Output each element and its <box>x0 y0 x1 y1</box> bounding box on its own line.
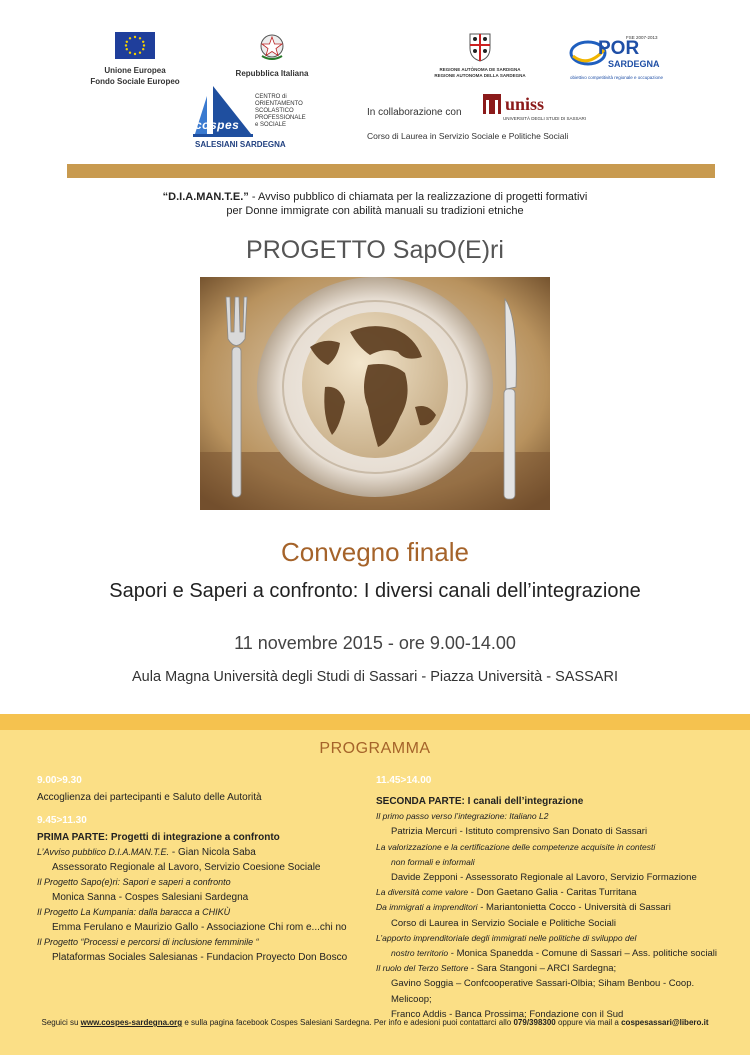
section-heading: SECONDA PARTE: I canali dell’integrazione <box>376 796 584 807</box>
italy-logo <box>222 32 322 79</box>
program-speaker: Gavino Soggia – Confcooperative Sassari-Olbia; Siham Benbou - Coop. Melicoop; <box>391 978 695 1005</box>
program-speaker: Franco Addis - Banca Prossima; Fondazione con il Sud <box>391 1008 624 1020</box>
plate-globe-photo <box>200 277 550 510</box>
cospes-line: PROFESSIONALE <box>255 115 306 121</box>
eu-flag-icon <box>115 32 155 59</box>
program-speaker: - Sara Stangoni – ARCI Sardegna; <box>468 963 617 975</box>
sardegna-label-1: REGIONE AUTÒNOMA DE SARDIGNA <box>439 67 521 72</box>
intro-line1: - Avviso pubblico di chiamata per la realizzazione di progetti formativi <box>248 191 588 203</box>
program-speaker: Assessorato Regionale al Lavoro, Servizio Coesione Sociale <box>52 862 321 873</box>
fse-label: Fondo Sociale Europeo <box>90 77 180 86</box>
por-small: FSE 2007-2013 <box>626 35 658 40</box>
program-speaker: Patrizia Mercuri - Istituto comprensivo San Donato di Sassari <box>391 826 648 838</box>
sardegna-label-2: REGIONE AUTONOMA DELLA SARDEGNA <box>434 73 526 78</box>
footer-text: oppure via mail a <box>555 1018 622 1027</box>
program-topic: non formali e informali <box>391 856 475 867</box>
program-topic: L’apporto imprenditoriale degli immigrati nelle politiche di sviluppo del <box>376 932 637 943</box>
program-speaker: Monica Sanna - Cospes Salesiani Sardegna <box>52 892 249 903</box>
program-topic: nostro territorio <box>391 948 449 959</box>
cospes-name: cospes <box>195 118 240 132</box>
sardegna-logo <box>420 32 540 79</box>
event-venue: Aula Magna Università degli Studi di Sassari - Piazza Università - SASSARI <box>132 669 618 685</box>
uniss-name: uniss <box>505 94 545 114</box>
program-speaker: Davide Zepponi - Assessorato Regionale al Lavoro, Servizio Formazione <box>391 872 697 884</box>
por-tag: obiettivo competitività regionale e occupazione <box>570 75 664 80</box>
phone-number: 079/398300 <box>513 1018 556 1027</box>
section-heading: PRIMA PARTE: Progetti di integrazione a confronto <box>37 832 280 843</box>
plate-globe-image <box>200 277 550 510</box>
program-line: Accoglienza dei partecipanti e Saluto delle Autorità <box>37 792 262 803</box>
uniss-building-icon <box>483 94 501 114</box>
program-topic: Il Progetto “Processi e percorsi di inclusione femminile “ <box>37 937 259 947</box>
cospes-logo <box>193 86 313 154</box>
footer-text: e sulla pagina facebook Cospes Salesiani Sardegna. Per info e adesioni puoi contattarci allo <box>182 1018 514 1027</box>
footer-text: Seguici su <box>41 1018 81 1027</box>
program-topic: Da immigrati a imprenditori <box>376 902 478 913</box>
eu-label: Unione Europea <box>104 66 166 75</box>
project-title: PROGETTO SapO(E)ri <box>246 236 504 264</box>
program-speaker: - Gian Nicola Saba <box>169 847 256 858</box>
cospes-line: SCOLASTICO <box>255 108 294 114</box>
program-topic: Il primo passo verso l’integrazione: Italiano L2 <box>376 811 549 822</box>
programma-right-column <box>376 774 726 1022</box>
intro-bold: “D.I.A.MAN.T.E.” <box>162 191 249 203</box>
italy-emblem-icon <box>259 32 285 62</box>
program-topic: La valorizzazione e la certificazione delle competenze acquisite in contesti <box>376 841 656 852</box>
header-divider <box>67 164 715 178</box>
uniss-sub: UNIVERSITÀ DEGLI STUDI DI SASSARI <box>503 116 587 121</box>
program-speaker: Corso di Laurea in Servizio Sociale e Politiche Sociali <box>391 917 616 929</box>
email-link[interactable]: cospesassari@libero.it <box>621 1018 709 1027</box>
time-slot: 9.00>9.30 <box>37 775 82 786</box>
programma-top-strip <box>0 714 750 730</box>
collab-label: In collaborazione con <box>367 107 462 118</box>
program-topic: Il ruolo del Terzo Settore <box>376 963 469 974</box>
program-speaker: Plataformas Sociales Salesianas - Fundacion Proyecto Don Bosco <box>52 952 348 963</box>
programma-left-column <box>37 774 367 965</box>
programma-title: PROGRAMMA <box>319 740 431 757</box>
convegno-title: Convegno finale <box>281 537 469 567</box>
program-topic: La diversità come valore <box>376 887 469 898</box>
sardegna-shield-icon <box>468 32 492 62</box>
program-speaker: - Don Gaetano Galia - Caritas Turritana <box>468 887 637 899</box>
program-speaker: - Monica Spanedda - Comune di Sassari – Ass. politiche sociali <box>448 948 717 960</box>
eu-logo <box>80 32 190 87</box>
program-speaker: Emma Ferulano e Maurizio Gallo - Associazione Chi rom e...chi no <box>52 922 347 933</box>
por-main: POR <box>598 38 640 59</box>
cospes-line: e SOCIALE <box>255 122 287 128</box>
footer <box>0 1018 750 1027</box>
salesiani-label: SALESIANI SARDEGNA <box>195 140 286 149</box>
program-topic: L’Avviso pubblico D.I.A.MAN.T.E. <box>37 847 170 857</box>
intro-line2: per Donne immigrate con abilità manuali su tradizioni etniche <box>226 205 524 217</box>
website-link[interactable]: www.cospes-sardegna.org <box>80 1018 183 1027</box>
program-topic: Il Progetto La Kumpania: dalla baracca a CHIKÙ <box>37 907 231 917</box>
italy-label: Repubblica Italiana <box>235 69 309 78</box>
corso-label: Corso di Laurea in Servizio Sociale e Politiche Sociali <box>367 131 569 141</box>
cospes-line: CENTRO di <box>255 94 287 100</box>
program-topic: Il Progetto Sapo(e)ri: Sapori e saperi a confronto <box>37 877 231 887</box>
time-slot: 9.45>11.30 <box>37 815 87 826</box>
program-speaker: - Mariantonietta Cocco - Università di Sassari <box>477 902 671 914</box>
cospes-line: ORIENTAMENTO <box>255 101 303 107</box>
por-logo <box>568 34 668 84</box>
convegno-subtitle: Sapori e Saperi a confronto: I diversi canali dell’integrazione <box>109 580 641 602</box>
time-slot: 11.45>14.00 <box>376 775 432 786</box>
intro-text <box>0 190 750 218</box>
event-date: 11 novembre 2015 - ore 9.00-14.00 <box>234 633 516 653</box>
cospes-sail-icon <box>193 86 253 146</box>
por-sub: SARDEGNA <box>608 59 660 69</box>
uniss-logo <box>483 94 587 124</box>
